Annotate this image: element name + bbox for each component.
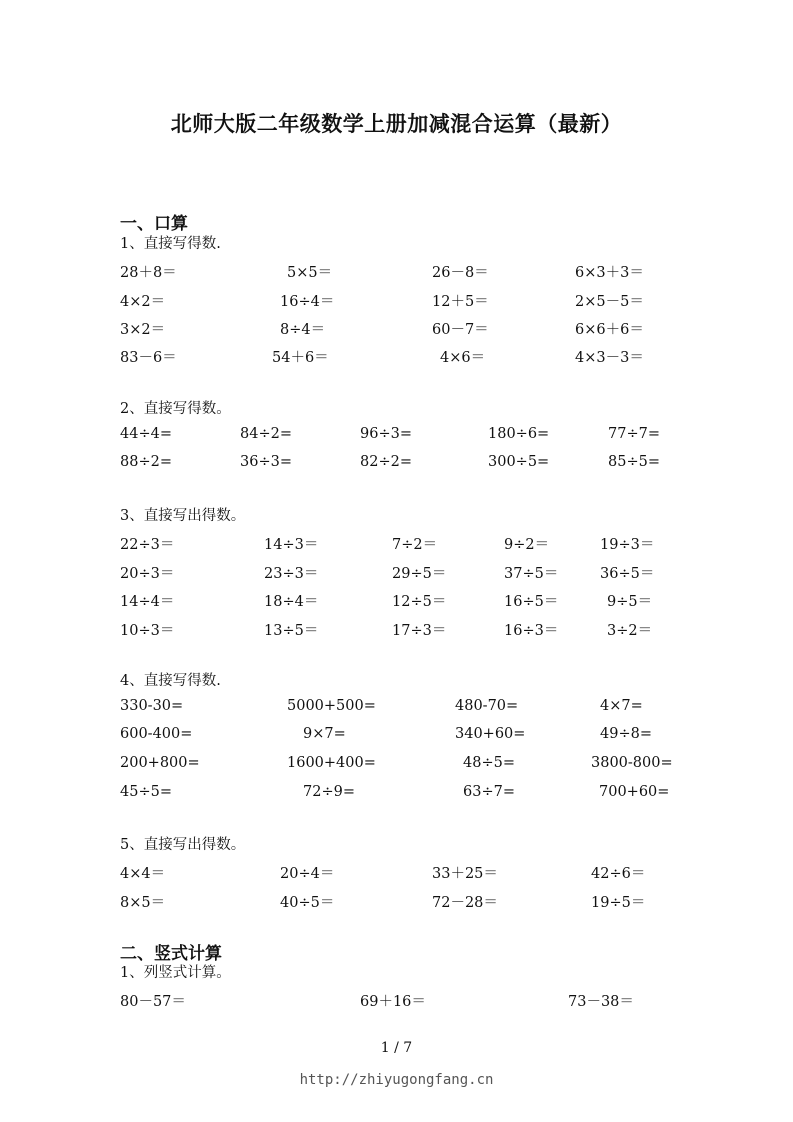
q1-problem: 26－8＝ <box>432 265 489 281</box>
q2-problem: 77÷7= <box>608 426 660 442</box>
q1-problem: 3×2＝ <box>120 322 166 338</box>
q2-problem: 82÷2= <box>360 454 412 470</box>
q4-problem: 3800-800= <box>591 755 673 771</box>
q1-problem: 4×2＝ <box>120 294 166 310</box>
q4-problem: 4×7= <box>600 698 643 714</box>
q2-instruction: 2、直接写得数。 <box>120 401 231 417</box>
q3-problem: 9÷2＝ <box>504 537 550 553</box>
q3-problem: 14÷3＝ <box>264 537 319 553</box>
q1-problem: 4×3－3＝ <box>575 350 644 366</box>
q1-problem: 60－7＝ <box>432 322 489 338</box>
q3-problem: 36÷5＝ <box>600 566 655 582</box>
q4-problem: 700+60= <box>599 784 670 800</box>
q5-problem: 40÷5＝ <box>280 895 335 911</box>
q5-problem: 20÷4＝ <box>280 866 335 882</box>
q3-problem: 12÷5＝ <box>392 594 447 610</box>
q1-problem: 83－6＝ <box>120 350 177 366</box>
q4-problem: 5000+500= <box>287 698 376 714</box>
q1-problem: 28＋8＝ <box>120 265 177 281</box>
q5-problem: 33＋25＝ <box>432 866 498 882</box>
s2-q1-instruction: 1、列竖式计算。 <box>120 965 231 981</box>
source-url[interactable]: http://zhiyugongfang.cn <box>299 1072 494 1088</box>
q1-instruction: 1、直接写得数. <box>120 236 221 252</box>
q5-problem: 42÷6＝ <box>591 866 646 882</box>
q5-problem: 19÷5＝ <box>591 895 646 911</box>
q3-problem: 9÷5＝ <box>607 594 653 610</box>
q2-problem: 300÷5= <box>488 454 550 470</box>
q3-problem: 3÷2＝ <box>607 623 653 639</box>
q2-problem: 44÷4= <box>120 426 172 442</box>
s2-q1-problem: 69＋16＝ <box>360 994 426 1010</box>
q3-problem: 7÷2＝ <box>392 537 438 553</box>
q4-problem: 45÷5= <box>120 784 172 800</box>
q3-problem: 37÷5＝ <box>504 566 559 582</box>
q3-problem: 10÷3＝ <box>120 623 175 639</box>
q3-problem: 18÷4＝ <box>264 594 319 610</box>
q3-problem: 14÷4＝ <box>120 594 175 610</box>
q2-problem: 96÷3= <box>360 426 412 442</box>
q1-problem: 16÷4＝ <box>280 294 335 310</box>
q5-problem: 4×4＝ <box>120 866 166 882</box>
q2-problem: 36÷3= <box>240 454 292 470</box>
q4-instruction: 4、直接写得数. <box>120 673 221 689</box>
q4-problem: 340+60= <box>455 726 526 742</box>
page-title: 北师大版二年级数学上册加减混合运算（最新） <box>170 111 623 136</box>
q5-problem: 72－28＝ <box>432 895 498 911</box>
q1-problem: 6×6＋6＝ <box>575 322 644 338</box>
q3-problem: 13÷5＝ <box>264 623 319 639</box>
section-heading-oral-calc: 一、口算 <box>120 214 188 234</box>
q2-problem: 88÷2= <box>120 454 172 470</box>
q1-problem: 6×3＋3＝ <box>575 265 644 281</box>
s2-q1-problem: 80－57＝ <box>120 994 186 1010</box>
q4-problem: 1600+400= <box>287 755 376 771</box>
q4-problem: 600-400= <box>120 726 193 742</box>
s2-q1-problem: 73－38＝ <box>568 994 634 1010</box>
q3-instruction: 3、直接写出得数。 <box>120 508 246 524</box>
q5-instruction: 5、直接写出得数。 <box>120 837 246 853</box>
q1-problem: 54＋6＝ <box>272 350 329 366</box>
q3-problem: 17÷3＝ <box>392 623 447 639</box>
q4-problem: 9×7= <box>303 726 346 742</box>
q3-problem: 16÷3＝ <box>504 623 559 639</box>
q1-problem: 5×5＝ <box>287 265 333 281</box>
q3-problem: 19÷3＝ <box>600 537 655 553</box>
q2-problem: 180÷6= <box>488 426 550 442</box>
q1-problem: 4×6＝ <box>440 350 486 366</box>
q2-problem: 85÷5= <box>608 454 660 470</box>
q3-problem: 23÷3＝ <box>264 566 319 582</box>
q1-problem: 8÷4＝ <box>280 322 326 338</box>
q3-problem: 22÷3＝ <box>120 537 175 553</box>
q2-problem: 84÷2= <box>240 426 292 442</box>
q4-problem: 48÷5= <box>463 755 515 771</box>
q3-problem: 16÷5＝ <box>504 594 559 610</box>
page-number: 1 / 7 <box>380 1040 413 1056</box>
q5-problem: 8×5＝ <box>120 895 166 911</box>
q3-problem: 29÷5＝ <box>392 566 447 582</box>
section-heading-vertical-calc: 二、竖式计算 <box>120 944 222 964</box>
q3-problem: 20÷3＝ <box>120 566 175 582</box>
q4-problem: 480-70= <box>455 698 519 714</box>
q1-problem: 2×5－5＝ <box>575 294 644 310</box>
q4-problem: 63÷7= <box>463 784 515 800</box>
q4-problem: 49÷8= <box>600 726 652 742</box>
q1-problem: 12＋5＝ <box>432 294 489 310</box>
q4-problem: 200+800= <box>120 755 200 771</box>
q4-problem: 72÷9= <box>303 784 355 800</box>
q4-problem: 330-30= <box>120 698 184 714</box>
